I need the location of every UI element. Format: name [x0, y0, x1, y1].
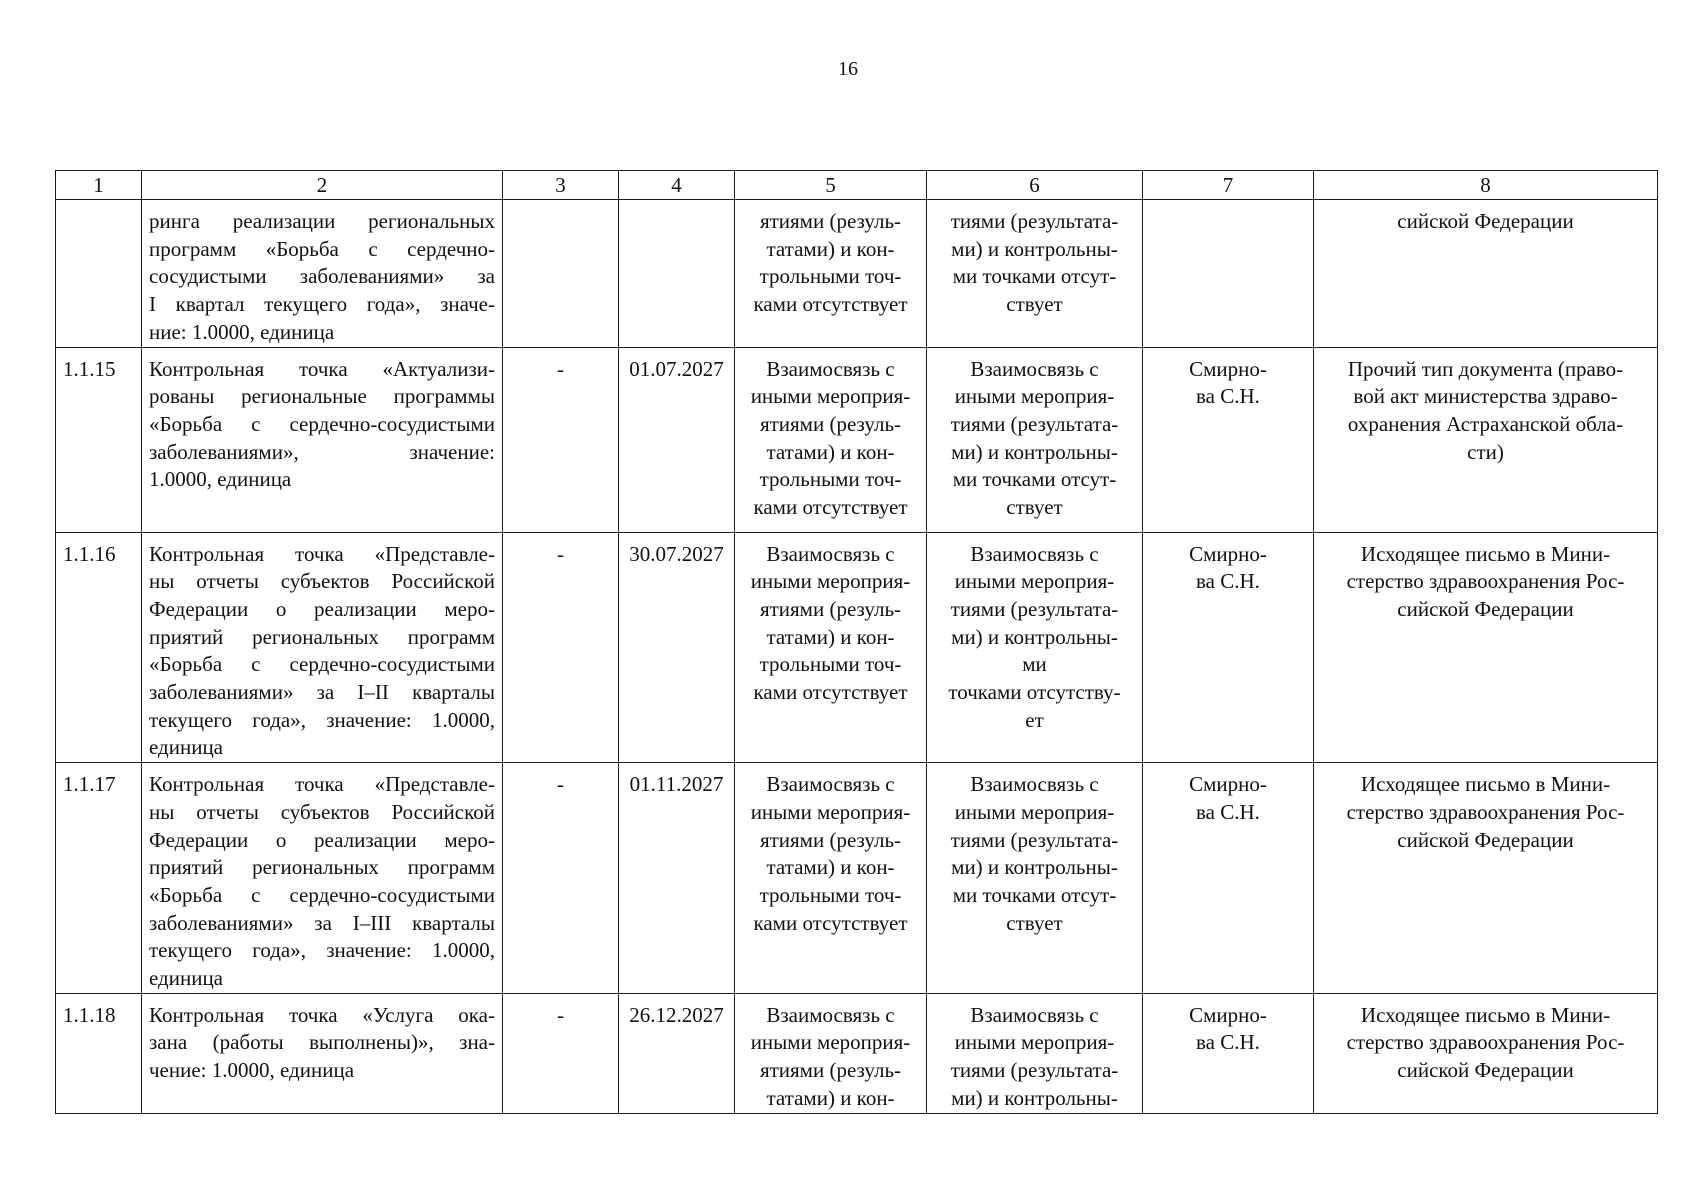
cell-text-line: сти)	[1467, 439, 1504, 464]
control-points-table	[55, 170, 1658, 1114]
cell-text-line: Федерации о реализации меро-	[149, 596, 495, 621]
cell-text-line: Контрольная точка «Представле-	[149, 772, 495, 797]
cell-text-line: Исходящее письмо в Мини-	[1360, 541, 1611, 566]
cell-text-line: Взаимосвязь с	[970, 356, 1099, 381]
cell-text-line: Контрольная точка «Услуга ока-	[149, 1002, 495, 1027]
cell-text-line: единица	[149, 735, 224, 760]
cell-text-line: ми	[1022, 652, 1047, 677]
cell-number	[56, 347, 142, 532]
cell-text: 01.07.2027	[629, 356, 724, 381]
cell-date	[619, 200, 735, 348]
cell-text-line: Взаимосвязь с	[970, 772, 1099, 797]
cell-text-line: стерство здравоохранения Рос-	[1346, 1030, 1625, 1055]
cell-text-line: татами) и кон-	[766, 855, 895, 880]
cell-text-line: трольными точ-	[759, 882, 902, 907]
cell-responsible	[1143, 993, 1314, 1113]
cell-name	[142, 347, 503, 532]
cell-text-line: иными мероприя-	[954, 569, 1115, 594]
cell-text-line: ми) и контрольны-	[951, 236, 1118, 261]
cell-text-line: ние: 1.0000, единица	[149, 319, 335, 344]
cell-text-line: приятий региональных программ	[149, 855, 495, 880]
cell-text-line: Федерации о реализации меро-	[149, 827, 495, 852]
cell-text-line: Контрольная точка «Представле-	[149, 541, 495, 566]
cell-text-line: тиями (результата-	[950, 411, 1119, 436]
column-header: 3	[503, 171, 619, 200]
cell-date	[619, 532, 735, 763]
cell-text-line: иными мероприя-	[954, 799, 1115, 824]
page-number: 16	[838, 58, 858, 80]
cell-text-line: Взаимосвязь с	[970, 541, 1099, 566]
cell-text-line: Смирно-	[1189, 1002, 1267, 1027]
cell-link-events	[735, 532, 927, 763]
cell-text-line: татами) и кон-	[766, 236, 895, 261]
cell-number	[56, 200, 142, 348]
cell-text-line: ками отсутствует	[753, 910, 908, 935]
cell-text-line: I квартал текущего года», значе-	[149, 292, 495, 317]
cell-name	[142, 200, 503, 348]
cell-text-line: ми) и контрольны-	[951, 855, 1118, 880]
cell-text-line: иными мероприя-	[750, 1030, 911, 1055]
cell-text-line: иными мероприя-	[750, 569, 911, 594]
cell-document	[1314, 532, 1658, 763]
cell-text-line: приятий региональных программ	[149, 624, 495, 649]
cell-document	[1314, 763, 1658, 994]
cell-text-line: тиями (результата-	[950, 596, 1119, 621]
cell-text: -	[557, 356, 564, 381]
cell-text-line: «Борьба с сердечно-сосудистыми	[149, 882, 495, 907]
cell-text-line: Взаимосвязь с	[970, 1002, 1099, 1027]
cell-date	[619, 763, 735, 994]
cell-document	[1314, 347, 1658, 532]
cell-text-line: ми точками отсут-	[952, 467, 1117, 492]
cell-link-events-followup	[927, 347, 1143, 532]
cell-text-line: ствует	[1006, 495, 1063, 520]
cell-date	[619, 993, 735, 1113]
cell-text-line: Взаимосвязь с	[766, 541, 895, 566]
cell-text-line: Контрольная точка «Актуализи-	[149, 356, 495, 381]
cell-text-line: татами) и кон-	[766, 624, 895, 649]
cell-text-line: Исходящее письмо в Мини-	[1360, 772, 1611, 797]
table-body	[56, 200, 1658, 1114]
table-row	[56, 763, 1658, 994]
cell-text-line: ствует	[1006, 910, 1063, 935]
cell-text-line: ва С.Н.	[1196, 1030, 1260, 1055]
cell-text: 26.12.2027	[629, 1002, 724, 1027]
cell-text-line: сийской Федерации	[1397, 827, 1574, 852]
cell-text-line: иными мероприя-	[954, 384, 1115, 409]
cell-text-line: ятиями (резуль-	[759, 596, 902, 621]
cell-number	[56, 532, 142, 763]
cell-text-line: текущего года», значение: 1.0000,	[149, 707, 495, 732]
cell-text-line: зана (работы выполнены)», зна-	[149, 1030, 495, 1055]
table-header-row	[56, 171, 1658, 200]
cell-predecessor	[503, 347, 619, 532]
cell-link-events-followup	[927, 532, 1143, 763]
cell-document	[1314, 993, 1658, 1113]
column-header: 5	[735, 171, 927, 200]
cell-name	[142, 763, 503, 994]
table-row	[56, 532, 1658, 763]
cell-text-line: ва С.Н.	[1196, 569, 1260, 594]
cell-text-line: иными мероприя-	[750, 799, 911, 824]
cell-date	[619, 347, 735, 532]
cell-text-line: ны отчеты субъектов Российской	[149, 799, 495, 824]
cell-text-line: единица	[149, 966, 224, 991]
table-row	[56, 993, 1658, 1113]
cell-text-line: охранения Астраханской обла-	[1347, 411, 1624, 436]
column-header: 1	[56, 171, 142, 200]
cell-link-events-followup	[927, 993, 1143, 1113]
column-header: 6	[927, 171, 1143, 200]
cell-text-line: ринга реализации региональных	[149, 209, 495, 233]
cell-text: -	[557, 1002, 564, 1027]
column-header: 4	[619, 171, 735, 200]
cell-text-line: сосудистыми заболеваниями» за	[149, 264, 495, 289]
column-header: 8	[1314, 171, 1658, 200]
cell-text-line: сийской Федерации	[1397, 1058, 1574, 1083]
cell-text-line: ва С.Н.	[1196, 384, 1260, 409]
cell-text-line: «Борьба с сердечно-сосудистыми	[149, 411, 495, 436]
cell-text: 1.1.17	[63, 772, 116, 797]
cell-text-line: ствует	[1006, 292, 1063, 317]
cell-responsible	[1143, 347, 1314, 532]
cell-predecessor	[503, 532, 619, 763]
cell-text-line: ятиями (резуль-	[759, 411, 902, 436]
cell-text-line: стерство здравоохранения Рос-	[1346, 569, 1625, 594]
cell-text-line: Смирно-	[1189, 541, 1267, 566]
cell-text-line: ятиями (резуль-	[759, 1058, 902, 1083]
cell-text-line: ва С.Н.	[1196, 799, 1260, 824]
cell-name	[142, 532, 503, 763]
cell-text-line: ятиями (резуль-	[759, 209, 902, 233]
cell-text: -	[557, 541, 564, 566]
cell-text-line: татами) и кон-	[766, 1085, 895, 1110]
cell-text: 1.1.16	[63, 541, 116, 566]
cell-text-line: ками отсутствует	[753, 680, 908, 705]
cell-predecessor	[503, 200, 619, 348]
cell-text-line: вой акт министерства здраво-	[1353, 384, 1618, 409]
cell-text: 30.07.2027	[629, 541, 724, 566]
cell-link-events	[735, 763, 927, 994]
column-header: 7	[1143, 171, 1314, 200]
cell-text-line: Прочий тип документа (право-	[1347, 356, 1624, 381]
cell-text-line: 1.0000, единица	[149, 467, 292, 492]
cell-text-line: Смирно-	[1189, 772, 1267, 797]
table-row	[56, 347, 1658, 532]
cell-text-line: сийской Федерации	[1397, 596, 1574, 621]
cell-text-line: «Борьба с сердечно-сосудистыми	[149, 652, 495, 677]
cell-text-line: Исходящее письмо в Мини-	[1360, 1002, 1611, 1027]
cell-link-events	[735, 993, 927, 1113]
cell-text-line: текущего года», значение: 1.0000,	[149, 938, 495, 963]
cell-responsible	[1143, 763, 1314, 994]
cell-text-line: заболеваниями» за I–III кварталы	[149, 910, 495, 935]
cell-link-events-followup	[927, 763, 1143, 994]
cell-text-line: заболеваниями» за I–II кварталы	[149, 680, 495, 705]
column-header: 2	[142, 171, 503, 200]
cell-text-line: чение: 1.0000, единица	[149, 1058, 355, 1083]
cell-text-line: Взаимосвязь с	[766, 772, 895, 797]
cell-text-line: Взаимосвязь с	[766, 356, 895, 381]
cell-link-events	[735, 347, 927, 532]
cell-text-line: сийской Федерации	[1397, 209, 1574, 233]
cell-text-line: ны отчеты субъектов Российской	[149, 569, 495, 594]
cell-text-line: Смирно-	[1189, 356, 1267, 381]
cell-text-line: тиями (результата-	[950, 1058, 1119, 1083]
cell-text: 1.1.18	[63, 1002, 116, 1027]
cell-text-line: ками отсутствует	[753, 495, 908, 520]
cell-text-line: ятиями (резуль-	[759, 827, 902, 852]
cell-text-line: точками отсутству-	[948, 680, 1121, 705]
cell-text-line: татами) и кон-	[766, 439, 895, 464]
cell-responsible	[1143, 532, 1314, 763]
cell-text-line: ми точками отсут-	[952, 264, 1117, 289]
cell-predecessor	[503, 993, 619, 1113]
cell-text-line: рованы региональные программы	[149, 384, 495, 409]
cell-text-line: трольными точ-	[759, 652, 902, 677]
cell-text-line: ками отсутствует	[753, 292, 908, 317]
cell-text-line: стерство здравоохранения Рос-	[1346, 799, 1625, 824]
cell-responsible	[1143, 200, 1314, 348]
cell-text-line: заболеваниями», значение:	[149, 439, 495, 464]
cell-name	[142, 993, 503, 1113]
cell-link-events-followup	[927, 200, 1143, 348]
cell-text-line: Взаимосвязь с	[766, 1002, 895, 1027]
cell-text: 1.1.15	[63, 356, 116, 381]
cell-text-line: программ «Борьба с сердечно-	[149, 236, 495, 261]
cell-text-line: ет	[1025, 707, 1044, 732]
cell-number	[56, 993, 142, 1113]
cell-text-line: иными мероприя-	[954, 1030, 1115, 1055]
cell-predecessor	[503, 763, 619, 994]
cell-text-line: трольными точ-	[759, 264, 902, 289]
cell-text: 01.11.2027	[629, 772, 724, 797]
cell-text-line: трольными точ-	[759, 467, 902, 492]
cell-text-line: ми) и контрольны-	[951, 1085, 1118, 1110]
cell-text: -	[557, 772, 564, 797]
cell-text-line: ми) и контрольны-	[951, 439, 1118, 464]
cell-text-line: тиями (результата-	[950, 827, 1119, 852]
cell-document	[1314, 200, 1658, 348]
cell-text-line: ми точками отсут-	[952, 882, 1117, 907]
cell-number	[56, 763, 142, 994]
cell-text-line: ми) и контрольны-	[951, 624, 1118, 649]
cell-text-line: иными мероприя-	[750, 384, 911, 409]
table-row	[56, 200, 1658, 348]
cell-link-events	[735, 200, 927, 348]
cell-text-line: тиями (результата-	[950, 209, 1119, 233]
